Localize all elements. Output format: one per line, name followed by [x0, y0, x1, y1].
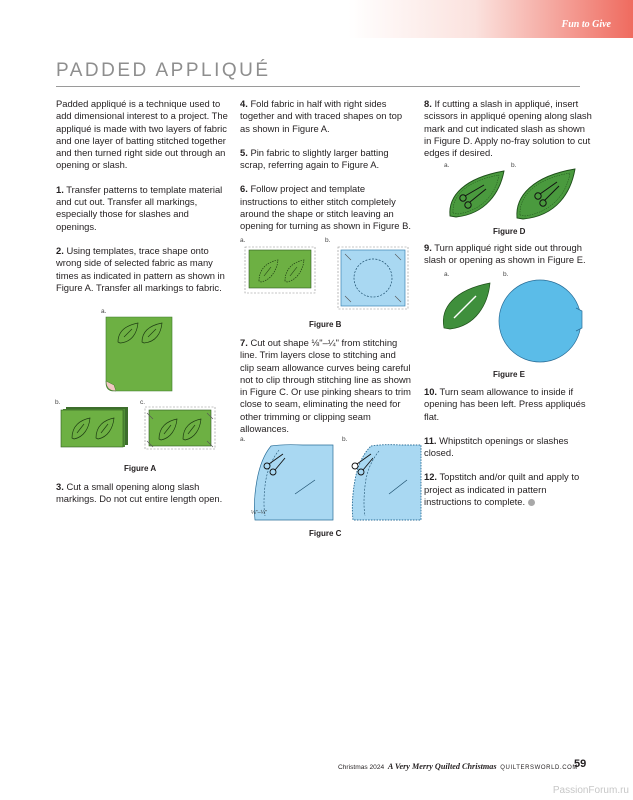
footer-url: QUILTERSWORLD.COM	[500, 765, 579, 771]
figure-c-label-b: b.	[342, 436, 348, 443]
watermark: PassionForum.ru	[552, 785, 629, 796]
figure-d-part-b	[513, 166, 579, 222]
step-2-number: 2.	[56, 244, 64, 256]
footer-issue: Christmas 2024	[338, 764, 385, 771]
figure-c-label-a: a.	[240, 436, 246, 443]
step-12-number: 12.	[424, 471, 438, 483]
figure-c-part-b	[343, 442, 423, 522]
step-1	[56, 184, 228, 233]
step-2	[56, 245, 228, 294]
figure-e-caption: Figure E	[493, 370, 526, 379]
step-1-text: Transfer patterns to template material and cut out. Transfer all markings, especially those for slashes and openings.	[56, 183, 223, 232]
step-5-number: 5.	[240, 146, 248, 158]
step-6-number: 6.	[240, 183, 248, 195]
step-4	[240, 98, 412, 135]
step-12	[424, 471, 592, 508]
figure-d-label-b: b.	[511, 162, 517, 169]
footer	[338, 762, 578, 771]
step-3-text: Cut a small opening along slash markings. Do not cut entire length open.	[56, 481, 223, 505]
step-4-number: 4.	[240, 98, 248, 109]
figure-e-label-a: a.	[444, 271, 450, 278]
figure-c-measure: ⅛"–¼"	[251, 510, 268, 516]
figure-b-part-a	[243, 245, 317, 295]
step-10-text: Turn seam allowance to inside if opening has been left. Press appliqués flat.	[424, 386, 586, 422]
header-band	[0, 0, 633, 38]
figure-e-part-b	[496, 278, 586, 364]
step-9-text: Turn appliqué right side out through slash or opening as shown in Figure E.	[424, 242, 586, 266]
figure-e-label-b: b.	[503, 271, 509, 278]
figure-d-caption: Figure D	[493, 227, 526, 236]
step-11	[424, 435, 592, 460]
step-3	[56, 481, 228, 506]
step-8-text: If cutting a slash in appliqué, insert scissors in appliqué opening along slash mark and cut indicated slash as shown in Figure D. Apply no-fray solution to cut edges if desired.	[424, 98, 592, 159]
figure-b-label-b: b.	[325, 237, 331, 244]
figure-c-caption: Figure C	[309, 529, 342, 538]
step-2-text: Using templates, trace shape onto wrong side of selected fabric as many times as indicated in pattern as shown in Figure A. Transfer all markings to fabric.	[56, 244, 225, 293]
col3-text-bottom	[424, 386, 592, 508]
step-1-number: 1.	[56, 183, 64, 195]
footer-brand: A Very Merry Quilted Christmas	[387, 762, 497, 771]
page-number: 59	[574, 758, 587, 770]
figure-b-part-b	[336, 245, 410, 311]
step-10-number: 10.	[424, 386, 438, 397]
figure-d-label-a: a.	[444, 162, 450, 169]
figure-a-part-b	[60, 406, 130, 448]
figure-e-part-a	[438, 280, 494, 332]
end-mark-icon	[528, 499, 535, 506]
figure-c-part-a	[243, 442, 335, 522]
step-10	[424, 386, 592, 423]
step-7	[240, 337, 412, 435]
page-title: PADDED APPLIQUÉ	[56, 60, 271, 81]
title-rule	[56, 86, 580, 87]
intro-paragraph: Padded appliqué is a technique used to add dimensional interest to a project. The appliqué is made with two layers of fabric and one layer of batting stitched together and then turned right side out through an opening or slash.	[56, 98, 228, 171]
section-tag: Fun to Give	[561, 19, 611, 30]
step-8-number: 8.	[424, 98, 432, 109]
figure-a-label-c: c.	[140, 399, 146, 406]
col1-text-top	[56, 98, 228, 294]
step-4-text: Fold fabric in half with right sides together and with traced shapes on top as shown in Figure A.	[240, 98, 403, 134]
figure-a-part-a	[104, 315, 174, 393]
col2-text-top	[240, 98, 412, 233]
step-8	[424, 98, 592, 159]
step-9	[424, 242, 592, 267]
step-5-text: Pin fabric to slightly larger batting scrap, referring again to Figure A.	[240, 146, 389, 171]
step-12-text: Topstitch and/or quilt and apply to project as indicated in pattern instructions to complete.	[424, 471, 580, 508]
step-11-number: 11.	[424, 434, 437, 446]
figure-b-caption: Figure B	[309, 320, 342, 329]
figure-a-caption: Figure A	[124, 464, 157, 473]
step-6-text: Follow project and template instructions to either stitch completely around the shape or stitch leaving an opening for turning as shown in Figure B.	[240, 183, 411, 232]
figure-b-label-a: a.	[240, 237, 246, 244]
step-11-text: Whipstitch openings or slashes closed.	[424, 434, 569, 459]
step-9-number: 9.	[424, 242, 432, 253]
step-7-number: 7.	[240, 337, 248, 348]
step-7-text: Cut out shape ⅛"–¼" from stitching line. Trim layers close to stitching and clip seam allowance curves being careful not to clip through stitching line as shown in Figure C. Or use pinking shears to trim close to seam, eliminating the need for other trimming or clipping seam allowances.	[240, 337, 411, 435]
step-3-number: 3.	[56, 481, 64, 492]
figure-a-part-c	[143, 405, 217, 451]
figure-a-label-b: b.	[55, 399, 61, 406]
step-6	[240, 183, 412, 232]
figure-d-part-a	[446, 168, 508, 220]
step-5	[240, 147, 412, 172]
figure-a-label-a: a.	[101, 308, 107, 315]
